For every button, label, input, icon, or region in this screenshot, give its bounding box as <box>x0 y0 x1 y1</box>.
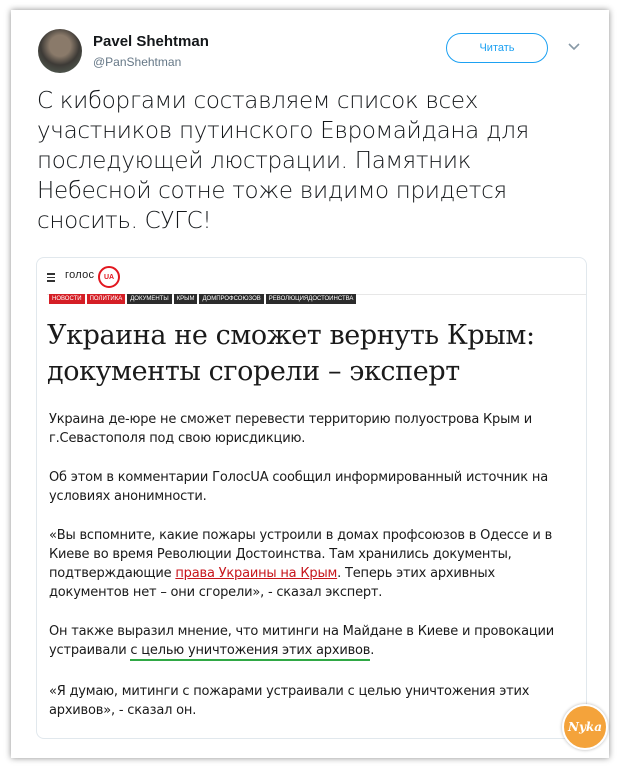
follow-button[interactable]: Читать <box>446 33 548 63</box>
article-paragraph-1: Украина де-юре не сможет перевести территорию полуострова Крым и г.Севастополя под свою юрисдикцию. <box>49 412 532 446</box>
nav-item-trade-unions[interactable]: ДОМПРОФСОЮЗОВ <box>199 294 263 304</box>
crimea-rights-link[interactable]: права Украины на Крым <box>175 566 338 581</box>
article-card[interactable] <box>36 257 587 739</box>
site-logo-text: голос <box>65 269 95 281</box>
article-paragraph-2: Об этом в комментарии ГолосUA сообщил информированный источник на условиях анонимности. <box>49 470 548 504</box>
author-name[interactable]: Pavel Shehtman <box>93 33 209 50</box>
paragraph-3-text-a: «Вы вспомните, какие пожары устроили в домах профсоюзов в Одессе и в Киеве во время Революции Достоинства. Там хранились документы, подтверждающие <box>49 528 553 581</box>
article-paragraph-3 <box>49 526 574 602</box>
avatar[interactable] <box>38 29 82 73</box>
article-headline: Украина не сможет вернуть Крым: документы сгорели – эксперт <box>47 320 535 387</box>
nav-item-crimea[interactable]: КРЫМ <box>174 294 198 304</box>
menu-icon[interactable] <box>47 273 55 281</box>
paragraph-3-text-b: . Теперь этих архивных документов нет – они сгорели», - сказал эксперт. <box>49 566 495 600</box>
nav-item-news[interactable]: НОВОСТИ <box>49 294 85 304</box>
nav-item-politics[interactable]: ПОЛИТИКА <box>87 294 126 304</box>
nav-item-documents[interactable]: ДОКУМЕНТЫ <box>127 294 171 304</box>
chevron-down-icon[interactable] <box>566 38 582 54</box>
highlighted-phrase: с целью уничтожения этих архивов <box>130 643 370 661</box>
site-header <box>47 266 577 290</box>
author-handle[interactable]: @PanShehtman <box>93 55 182 69</box>
site-logo-circle: UA <box>98 266 120 288</box>
article-paragraph-5: «Я думаю, митинги с пожарами устраивали с целью уничтожения этих архивов», - сказал он. <box>49 684 530 718</box>
article-paragraph-4 <box>49 622 574 660</box>
tweet-text: С киборгами составляем список всех участников путинского Евромайдана для последующей люстрации. Памятник Небесной сотне тоже видимо придется сносить. СУГС! <box>37 88 529 234</box>
nav-item-revolution[interactable]: РЕВОЛЮЦИЯДОСТОИНСТВА <box>266 294 357 304</box>
watermark-logo: Nyka <box>562 704 608 750</box>
paragraph-4-text-b: . <box>370 643 375 658</box>
paragraph-4-text-a: Он также выразил мнение, что митинги на Майдане в Киеве и провокации устраивали <box>49 624 555 658</box>
site-nav <box>49 294 356 304</box>
